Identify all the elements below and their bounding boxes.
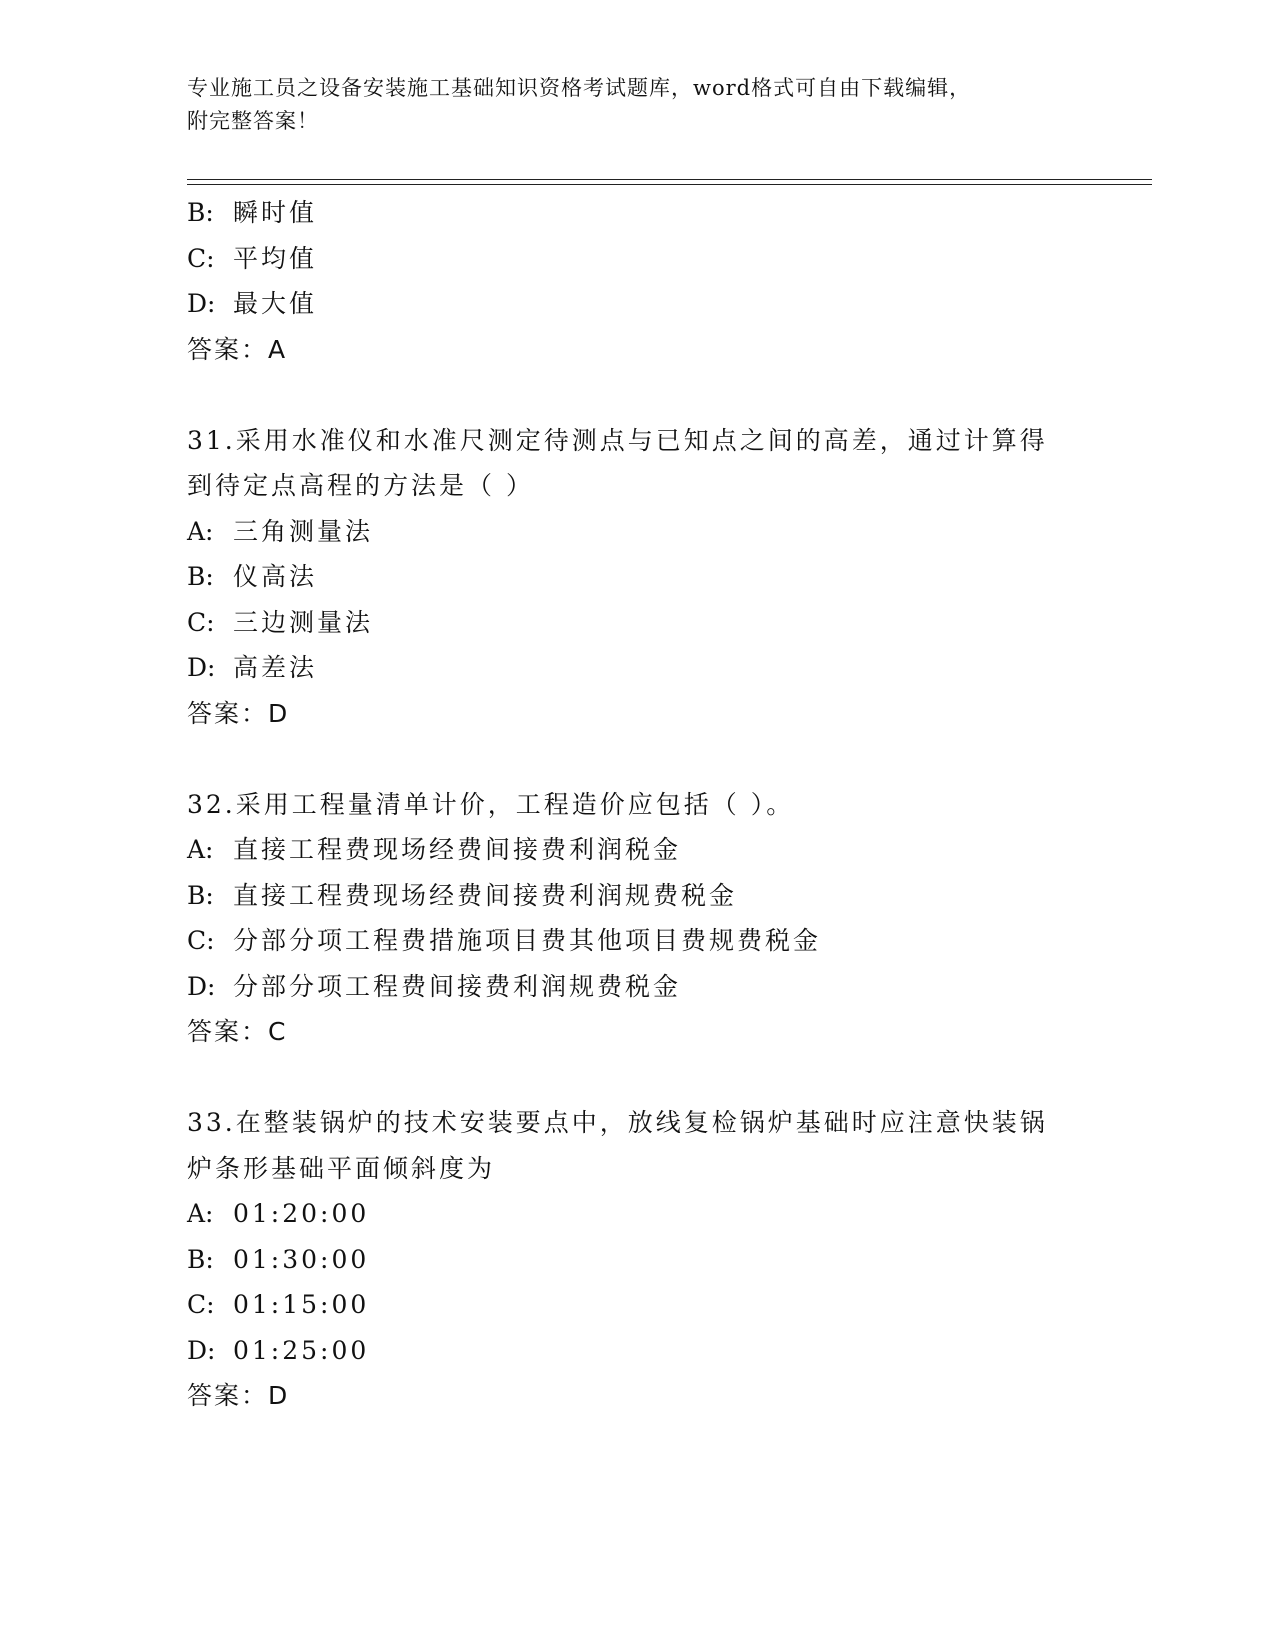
option-d	[187, 964, 1087, 1010]
option-text: 仪高法	[233, 562, 318, 591]
spacer	[187, 736, 1087, 782]
option-b	[187, 873, 1087, 919]
option-letter: B:	[187, 198, 214, 227]
option-text: 01:25:00	[233, 1335, 370, 1365]
option-d	[187, 281, 1087, 327]
answer-line: 答案：A	[187, 334, 288, 364]
option-text: 分部分项工程费间接费利润规费税金	[233, 971, 682, 1001]
question-stem-line-1: 33.在整装锅炉的技术安装要点中，放线复检锅炉基础时应注意快装锅	[187, 1108, 1048, 1137]
question-stem-line-2: 到待定点高程的方法是（ ）	[187, 471, 534, 500]
option-text: 01:15:00	[233, 1290, 370, 1319]
option-letter: C:	[187, 1290, 215, 1319]
option-text: 高差法	[233, 653, 318, 682]
question-30-continued	[187, 190, 1087, 372]
option-letter: D:	[187, 1335, 216, 1365]
header-divider-bottom	[187, 184, 1152, 185]
option-text: 直接工程费现场经费间接费利润税金	[233, 835, 682, 864]
question-stem-line-1: 32.采用工程量清单计价，工程造价应包括（ ）。	[187, 789, 795, 819]
option-letter: D:	[187, 289, 216, 318]
option-letter: B:	[187, 562, 214, 591]
header-divider-top	[187, 179, 1152, 180]
option-letter: D:	[187, 971, 216, 1001]
option-letter: C:	[187, 607, 215, 637]
header-line-1: 专业施工员之设备安装施工基础知识资格考试题库，word格式可自由下载编辑，	[187, 76, 972, 100]
question-33	[187, 1100, 1087, 1419]
option-c	[187, 600, 1087, 646]
option-text: 直接工程费现场经费间接费利润规费税金	[233, 880, 738, 910]
question-32	[187, 782, 1087, 1055]
answer-line: 答案：C	[187, 1017, 288, 1046]
header-line-2: 附完整答案！	[187, 109, 319, 133]
option-letter: A:	[187, 835, 214, 864]
option-letter: C:	[187, 926, 215, 955]
option-text: 分部分项工程费措施项目费其他项目费规费税金	[233, 926, 822, 955]
document-header	[187, 72, 1067, 138]
answer-line: 答案：D	[187, 1381, 290, 1410]
option-c	[187, 236, 1087, 282]
option-c	[187, 1282, 1087, 1328]
option-b	[187, 190, 1087, 236]
option-letter: B:	[187, 880, 214, 910]
option-a	[187, 1191, 1087, 1237]
option-d	[187, 1328, 1087, 1374]
option-letter: D:	[187, 653, 216, 682]
question-stem-line-1: 31.采用水准仪和水准尺测定待测点与已知点之间的高差，通过计算得	[187, 425, 1048, 455]
option-letter: C:	[187, 243, 215, 273]
option-letter: A:	[187, 516, 214, 546]
option-text: 最大值	[233, 289, 318, 318]
option-d	[187, 645, 1087, 691]
spacer	[187, 372, 1087, 418]
option-b	[187, 554, 1087, 600]
option-letter: B:	[187, 1244, 214, 1274]
option-letter: A:	[187, 1199, 214, 1228]
answer-line: 答案：D	[187, 698, 290, 728]
question-list	[187, 190, 1087, 1419]
option-text: 瞬时值	[233, 198, 318, 227]
option-text: 平均值	[233, 243, 318, 273]
option-text: 三边测量法	[233, 607, 374, 637]
option-text: 01:30:00	[233, 1244, 370, 1274]
option-a	[187, 509, 1087, 555]
question-stem-line-2: 炉条形基础平面倾斜度为	[187, 1153, 496, 1183]
question-31	[187, 418, 1087, 737]
spacer	[187, 1055, 1087, 1101]
option-text: 01:20:00	[233, 1199, 370, 1228]
option-text: 三角测量法	[233, 516, 374, 546]
option-c	[187, 918, 1087, 964]
option-a	[187, 827, 1087, 873]
option-b	[187, 1237, 1087, 1283]
